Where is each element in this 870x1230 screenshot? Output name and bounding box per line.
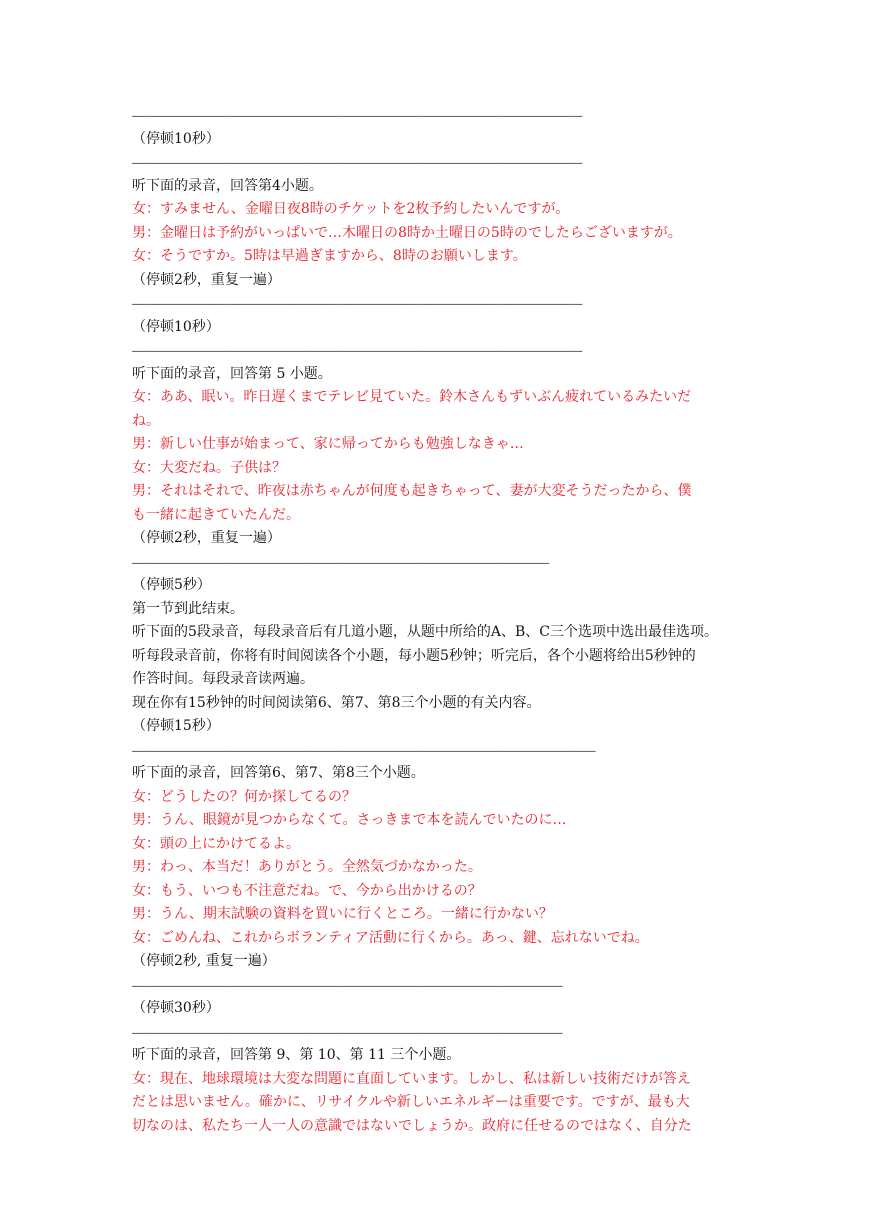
dialogue-line: 女：大変だね。子供は？ xyxy=(132,459,286,476)
dialogue-line: 男：新しい仕事が始まって、家に帰ってからも勉強しなきゃ… xyxy=(132,436,524,452)
dialogue-line: 女：ごめんね、これからボランティア活動に行くから。あっ、鍵、忘れないでね。 xyxy=(132,929,649,946)
separator-rule: ————————————————————————————————————————————————————————————————— xyxy=(132,978,563,992)
dialogue-line: 女：どうしたの？何か探してるの？ xyxy=(132,788,356,805)
instruction-line: （停顿5秒） xyxy=(132,577,211,593)
dialogue-line: 女：ああ、眠い。昨日遅くまでテレビ見ていた。鈴木さんもずいぶん疲れているみたいだ xyxy=(132,389,692,405)
dialogue-line: 男：それはそれで、昨夜は赤ちゃんが何度も起きちゃって、妻が大変そうだったから、僕 xyxy=(132,483,692,499)
dialogue-line: だとは思いません。確かに、リサイクルや新しいエネルギーは重要です。ですが、最も大 xyxy=(132,1094,690,1110)
dialogue-line: 男：金曜日は予約がいっぱいで…木曜日の8時か土曜日の5時のでしたらございますが。 xyxy=(132,224,682,241)
instruction-line: 听下面的5段录音，每段录音后有几道小题，从题中所给的A、B、C三个选项中选出最佳选项。 xyxy=(132,624,719,640)
separator-rule: ———————————————————————————————————————————————————————————————————— xyxy=(132,344,583,357)
instruction-line: 听下面的录音，回答第 9、第 10、第 11 三个小题。 xyxy=(132,1047,461,1063)
dialogue-line: も一緒に起きていたんだ。 xyxy=(132,506,300,523)
separator-rule: ———————————————————————————————————————————————————————————————————— xyxy=(132,156,583,169)
dialogue-line: 切なのは、私たち一人一人の意識ではないでしょうか。政府に任せるのではなく、自分た xyxy=(132,1117,692,1134)
instruction-line: （停顿30秒） xyxy=(132,1000,220,1016)
separator-rule: ———————————————————————————————————————————————————————————————————— xyxy=(132,109,583,122)
instruction-line: （停顿2秒，重复一遍） xyxy=(132,271,281,288)
instruction-line: 听下面的录音，回答第 5 小题。 xyxy=(132,365,332,382)
instruction-line: （停顿10秒） xyxy=(132,318,220,335)
separator-rule: —————————————————————————————————————————————————————————————————————— xyxy=(132,743,596,757)
instruction-line: （停顿2秒，重复一遍） xyxy=(132,530,281,546)
dialogue-line: 女：そうですか。5時は早過ぎますから、8時のお願いします。 xyxy=(132,248,527,264)
instruction-line: 现在你有15秒钟的时间阅读第6、第7、第8三个小题的有关内容。 xyxy=(132,694,541,711)
dialogue-line: 女：もう、いつも不注意だね。で、今から出かけるの？ xyxy=(132,882,482,899)
instruction-line: 听下面的录音，回答第6、第7、第8三个小题。 xyxy=(132,765,425,781)
dialogue-line: 男：うん、眼鏡が見つからなくて。さっきまで本を読んでいたのに… xyxy=(132,812,567,828)
dialogue-line: 女：現在、地球環境は大変な問題に直面しています。しかし、私は新しい技術だけが答え xyxy=(132,1070,691,1087)
instruction-line: （停顿15秒） xyxy=(132,718,220,734)
dialogue-line: 男：うん、期末試験の資料を買いに行くところ。一緒に行かない？ xyxy=(132,906,553,922)
instruction-line: 作答时间。每段录音读两遍。 xyxy=(132,671,314,687)
instruction-line: 听每段录音前，你将有时间阅读各个小题，每小题5秒钟；听完后，各个小题将给出5秒钟的 xyxy=(132,647,696,664)
dialogue-line: 女：すみません、金曜日夜8時のチケットを2枚予約したいんですが。 xyxy=(132,201,570,217)
dialogue-line: 女：頭の上にかけてるよ。 xyxy=(132,835,300,852)
transcript-body xyxy=(132,104,744,1138)
separator-rule: ——————————————————————————————————————————————————————————————— xyxy=(132,555,550,569)
dialogue-line: ね。 xyxy=(132,412,160,429)
separator-rule: ———————————————————————————————————————————————————————————————————— xyxy=(132,297,583,310)
instruction-line: （停顿10秒） xyxy=(132,130,220,147)
instruction-line: （停顿2秒, 重复一遍） xyxy=(132,953,276,969)
instruction-line: 听下面的录音，回答第4小题。 xyxy=(132,177,323,194)
separator-rule: ————————————————————————————————————————————————————————————————— xyxy=(132,1025,563,1039)
dialogue-line: 男：わっ、本当だ！ありがとう。全然気づかなかった。 xyxy=(132,859,482,875)
instruction-line: 第一节到此结束。 xyxy=(132,600,244,617)
